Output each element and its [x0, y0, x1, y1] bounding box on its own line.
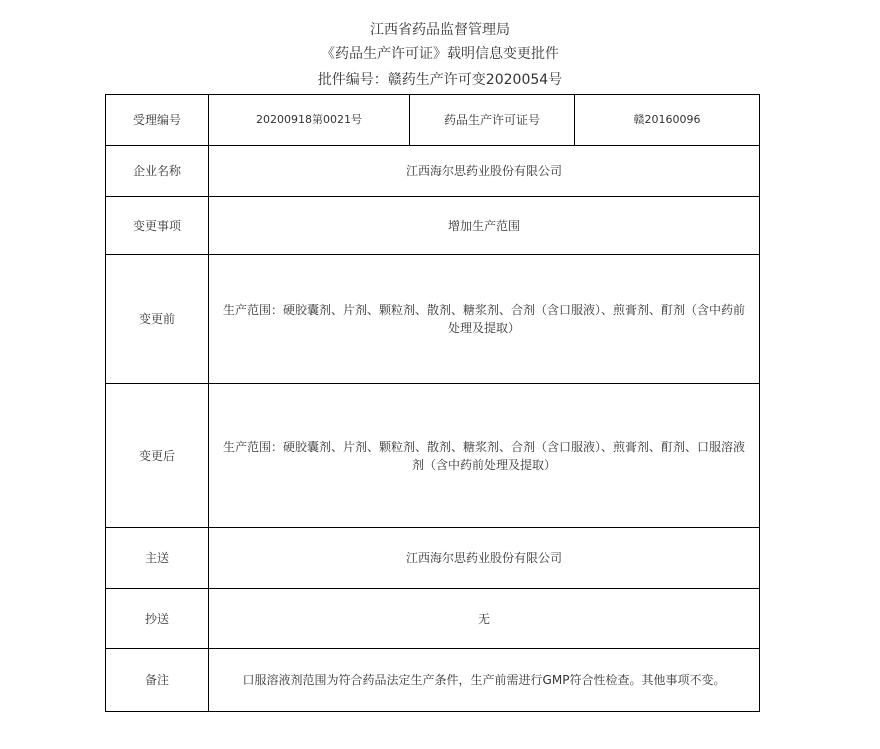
remarks-value: 口服溶液剂范围为符合药品法定生产条件，生产前需进行GMP符合性检查。其他事项不变。: [209, 649, 760, 712]
agency-name: 江西省药品监督管理局: [370, 22, 510, 38]
approval-table: [105, 94, 760, 712]
remarks-label: 备注: [106, 649, 209, 712]
acceptance-number-value: 20200918第0021号: [209, 95, 410, 146]
change-item-value: 增加生产范围: [209, 197, 760, 255]
company-name-value: 江西海尔思药业股份有限公司: [209, 146, 760, 197]
document-title: 《药品生产许可证》载明信息变更批件: [321, 46, 559, 62]
document-number: 批件编号：赣药生产许可变2020054号: [317, 72, 563, 88]
license-number-label: 药品生产许可证号: [410, 95, 575, 146]
table-row-before: [106, 255, 760, 384]
after-change-value: 生产范围：硬胶囊剂、片剂、颗粒剂、散剂、糖浆剂、合剂（含口服液）、煎膏剂、酊剂、口服溶液剂（含中药前处理及提取）: [209, 384, 760, 528]
send-to-label: 主送: [106, 528, 209, 589]
cc-label: 抄送: [106, 589, 209, 649]
table-row-change-item: [106, 197, 760, 255]
table-row-cc: [106, 589, 760, 649]
change-item-label: 变更事项: [106, 197, 209, 255]
table-row-company: [106, 146, 760, 197]
cc-value: 无: [209, 589, 760, 649]
send-to-value: 江西海尔思药业股份有限公司: [209, 528, 760, 589]
table-row-send-to: [106, 528, 760, 589]
acceptance-number-label: 受理编号: [106, 95, 209, 146]
after-change-label: 变更后: [106, 384, 209, 528]
table-row-acceptance: [106, 95, 760, 146]
company-name-label: 企业名称: [106, 146, 209, 197]
license-number-value: 赣20160096: [575, 95, 760, 146]
table-row-after: [106, 384, 760, 528]
before-change-label: 变更前: [106, 255, 209, 384]
table-row-remarks: [106, 649, 760, 712]
before-change-value: 生产范围：硬胶囊剂、片剂、颗粒剂、散剂、糖浆剂、合剂（含口服液）、煎膏剂、酊剂（含中药前处理及提取）: [209, 255, 760, 384]
